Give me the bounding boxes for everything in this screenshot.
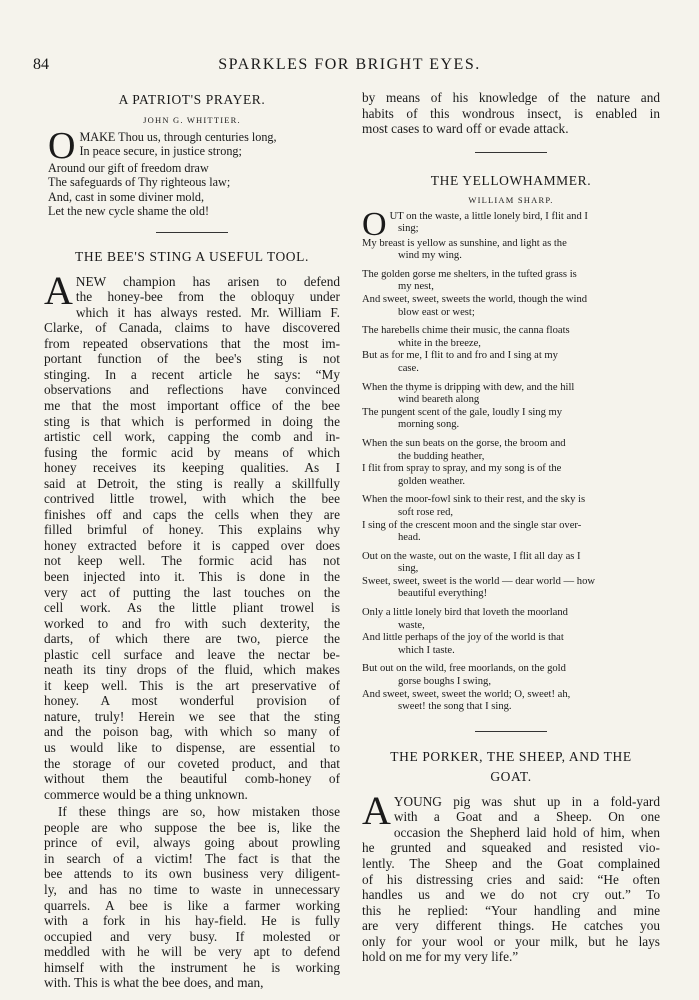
article-line: me that the most important office of the bee: [44, 398, 340, 413]
article-line: contrived little trowel, with which the bee: [44, 491, 340, 507]
article-line: cell work. As the little pliant trowel is: [44, 600, 340, 616]
poem-line: And sweet, sweet, sweets the world, though the wind: [362, 294, 588, 306]
bee-article: [44, 267, 340, 991]
poem-line: But out on the wild, free moorlands, on the gold: [362, 663, 566, 675]
poem-line: The harebells chime their music, the canna floats: [362, 325, 570, 337]
yellowhammer-author: WILLIAM SHARP.: [468, 194, 554, 205]
poem-line: my nest,: [398, 281, 434, 293]
poem-line: The golden gorse me shelters, in the tufted grass is: [362, 268, 577, 280]
page-number: 84: [33, 56, 49, 73]
poem-line: wind beareth along: [398, 394, 480, 406]
article-line: by means of his knowledge of the nature and: [362, 90, 660, 105]
article-line: finishes off and caps the cells when they are: [44, 506, 340, 522]
poem-line: white in the breeze,: [398, 337, 481, 349]
story-line: he grunted and squeaked and resisted vio-: [362, 840, 660, 856]
poem-line: Only a little lonely bird that loveth the moorland: [362, 607, 568, 619]
article-line: meddled with he will be very apt to defend: [44, 944, 340, 960]
left-column: [44, 88, 340, 991]
story-line: with a Goat and a Sheep. On one: [393, 809, 660, 825]
article-line: not keep well. The formic acid has not: [44, 553, 340, 569]
bee-continuation: [362, 90, 660, 137]
article-line: without them the beautiful comb-honey of: [44, 771, 340, 787]
article-line: in search of a victim! The fact is that the: [44, 850, 340, 866]
poem-line: Out on the waste, out on the waste, I flit all day as I: [362, 550, 581, 562]
poem-line: UT on the waste, a little lonely bird, I flit and I: [389, 210, 588, 222]
article-line: nature, truly! Herein we see that the sting: [44, 708, 340, 724]
article-line: the storage of our coveted product, and that: [44, 755, 340, 771]
article-line: bee attends to its own business very diligent-: [44, 866, 340, 882]
article-line: prince of evil, always going about prowling: [44, 835, 340, 851]
article-line: occupied and very busy. If molested or: [44, 928, 340, 944]
article-line: honey extracted before it is capped over does: [44, 537, 340, 553]
article-line: from repeated observations that the most im-: [44, 335, 340, 351]
article-line: stinging. In a recent article he says: “My: [44, 366, 340, 382]
story-line: hold on me for my very life.”: [362, 949, 519, 965]
article-line: plastic cell surface and leave the nectar be-: [44, 646, 340, 662]
article-line: with. This is what the bee does, and man,: [44, 975, 264, 991]
patriot-title: A PATRIOT'S PRAYER.: [118, 92, 266, 107]
poem-line: MAKE Thou us, through centuries long,: [79, 130, 277, 144]
article-line: neath its tiny drops of the fluid, which makes: [44, 662, 340, 678]
bee-title: THE BEE'S STING A USEFUL TOOL.: [75, 248, 309, 264]
article-line: with a fork in his hay-field. He is fully: [44, 913, 340, 929]
poem-line: beautiful everything!: [398, 588, 488, 600]
poem-stanza: [362, 494, 660, 544]
poem-line: My breast is yellow as sunshine, and light as the: [362, 237, 567, 249]
article-line: us would like to dispense, are essential to: [44, 740, 340, 756]
porker-dropcap: A: [362, 787, 391, 833]
poem-line: And, cast in some diviner mold,: [48, 189, 205, 204]
poem-line: In peace secure, in justice strong;: [79, 144, 242, 159]
yellowhammer-poem: [362, 205, 660, 714]
poem-line: When the moor-fowl sink to their rest, and the sky is: [362, 494, 586, 506]
poem-line: the budding heather,: [398, 450, 485, 462]
yellowhammer-dropcap: O: [362, 205, 387, 243]
article-line: most cases to ward off or evade attack.: [362, 121, 569, 137]
poem-stanza: [362, 607, 660, 657]
section-divider: [156, 232, 228, 233]
article-line: which it has always rested. Mr. William F.: [75, 304, 340, 320]
poem-stanza: [362, 663, 660, 713]
yellowhammer-title: THE YELLOWHAMMER.: [430, 172, 592, 188]
article-line: quarrels. A bee is like a farmer working: [44, 897, 340, 913]
article-line: honey receives its keeping qualities. As I: [44, 460, 340, 476]
article-line: worked to and fro with such dexterity, the: [44, 615, 340, 631]
section-divider: [475, 731, 547, 732]
article-line: been injected into it. This is done in the: [44, 569, 340, 585]
porker-title-line2: GOAT.: [490, 768, 532, 784]
porker-title-line1: THE PORKER, THE SHEEP, AND THE: [390, 748, 632, 764]
poem-line: which I taste.: [398, 644, 455, 656]
poem-line: morning song.: [398, 419, 460, 431]
article-line: honey. A most wonderful provision of: [44, 693, 340, 709]
story-line: YOUNG pig was shut up in a fold-yard: [393, 793, 660, 809]
article-line: artistic cell work, capping the comb and in-: [44, 429, 340, 445]
poem-line: And little perhaps of the joy of the world is that: [362, 632, 564, 644]
article-line: ly, and has no time to waste in unnecessary: [44, 881, 340, 897]
article-line: said at Detroit, the sting is really a skillfully: [44, 475, 340, 491]
poem-line: The pungent scent of the gale, loudly I sing my: [362, 406, 563, 418]
poem-line: soft rose red,: [398, 506, 454, 518]
poem-line: case.: [398, 362, 419, 374]
poem-line: When the sun beats on the gorse, the broom and: [362, 437, 566, 449]
running-title: SPARKLES FOR BRIGHT EYES.: [218, 56, 481, 73]
story-line: handles us and we do not cry out.” To: [362, 887, 660, 903]
article-line: habits of this wondrous insect, is enabled in: [362, 105, 660, 121]
right-column: [362, 88, 660, 965]
poem-line: The safeguards of Thy righteous law;: [48, 175, 231, 190]
story-line: this he replied: “Your handling and mine: [362, 902, 660, 918]
poem-stanza: [362, 551, 660, 601]
article-line: very act of putting the last touches on the: [44, 584, 340, 600]
poem-stanza: [362, 438, 660, 488]
poem-line: sing;: [398, 223, 419, 235]
story-line: of his distressing cries and said: “He often: [362, 871, 660, 887]
article-line: and the poison bag, with which so many of: [44, 724, 340, 740]
poem-line: I flit from spray to spray, and my song is of the: [362, 463, 562, 475]
article-line: filled brimful of honey. This explains why: [44, 522, 340, 538]
poem-line: sing,: [398, 563, 419, 575]
poem-line: golden weather.: [398, 475, 466, 487]
story-line: lently. The Sheep and the Goat complained: [362, 856, 660, 872]
patriot-poem: [48, 125, 340, 219]
bee-dropcap: A: [44, 267, 73, 313]
poem-line: Let the new cycle shame the old!: [48, 204, 210, 219]
poem-line: Sweet, sweet, sweet is the world — dear world — how: [362, 575, 596, 587]
article-line: it keep well. This is the art preservative of: [44, 677, 340, 693]
poem-line: gorse boughs I swing,: [398, 676, 491, 688]
poem-stanza: [362, 382, 660, 432]
article-line: people are who suppose the bee is, like the: [44, 819, 340, 835]
article-line: commerce would be a thing unknown.: [44, 786, 248, 802]
poem-line: I sing of the crescent moon and the single star over-: [362, 519, 582, 531]
article-line: fusing the formic acid by means of which: [44, 444, 340, 460]
poem-stanza: [362, 205, 660, 263]
article-line: If these things are so, how mistaken those: [58, 804, 340, 820]
poem-line: And sweet, sweet, sweet the world; O, sweet! ah,: [362, 688, 571, 700]
poem-line: head.: [398, 532, 421, 544]
poem-stanza: [362, 269, 660, 319]
patriot-dropcap: O: [48, 125, 76, 167]
poem-line: wind my wing.: [398, 250, 462, 262]
poem-line: blow east or west;: [398, 306, 475, 318]
article-line: observations and reflections have convinced: [44, 382, 340, 398]
poem-line: When the thyme is dripping with dew, and the hill: [362, 381, 575, 393]
poem-line: waste,: [398, 619, 425, 631]
article-line: Clarke, of Canada, claims to have discovered: [44, 320, 340, 336]
poem-stanza: [362, 325, 660, 375]
story-line: are very different things. He catches you: [362, 918, 660, 934]
article-line: darts, of which there are two, pierce the: [44, 631, 340, 647]
article-line: NEW champion has arisen to defend: [75, 273, 340, 289]
patriot-author: JOHN G. WHITTIER.: [143, 115, 241, 125]
article-line: the honey-bee from the obloquy under: [75, 289, 340, 305]
page-header: [0, 56, 699, 80]
story-line: only for your wool or your milk, but he lays: [362, 933, 660, 949]
article-line: portant function of the bee's sting is not: [44, 351, 340, 367]
article-line: sting is that which is performed in doing the: [44, 413, 340, 429]
article-line: himself with the instrument he is working: [44, 959, 340, 975]
porker-story: [362, 787, 660, 965]
story-line: occasion the Shepherd laid hold of him, when: [393, 824, 660, 840]
poem-line: But as for me, I flit to and fro and I sing at my: [362, 350, 558, 362]
poem-line: sweet! the song that I sing.: [398, 701, 512, 713]
section-divider: [475, 152, 547, 153]
poem-line: Around our gift of freedom draw: [48, 161, 209, 175]
